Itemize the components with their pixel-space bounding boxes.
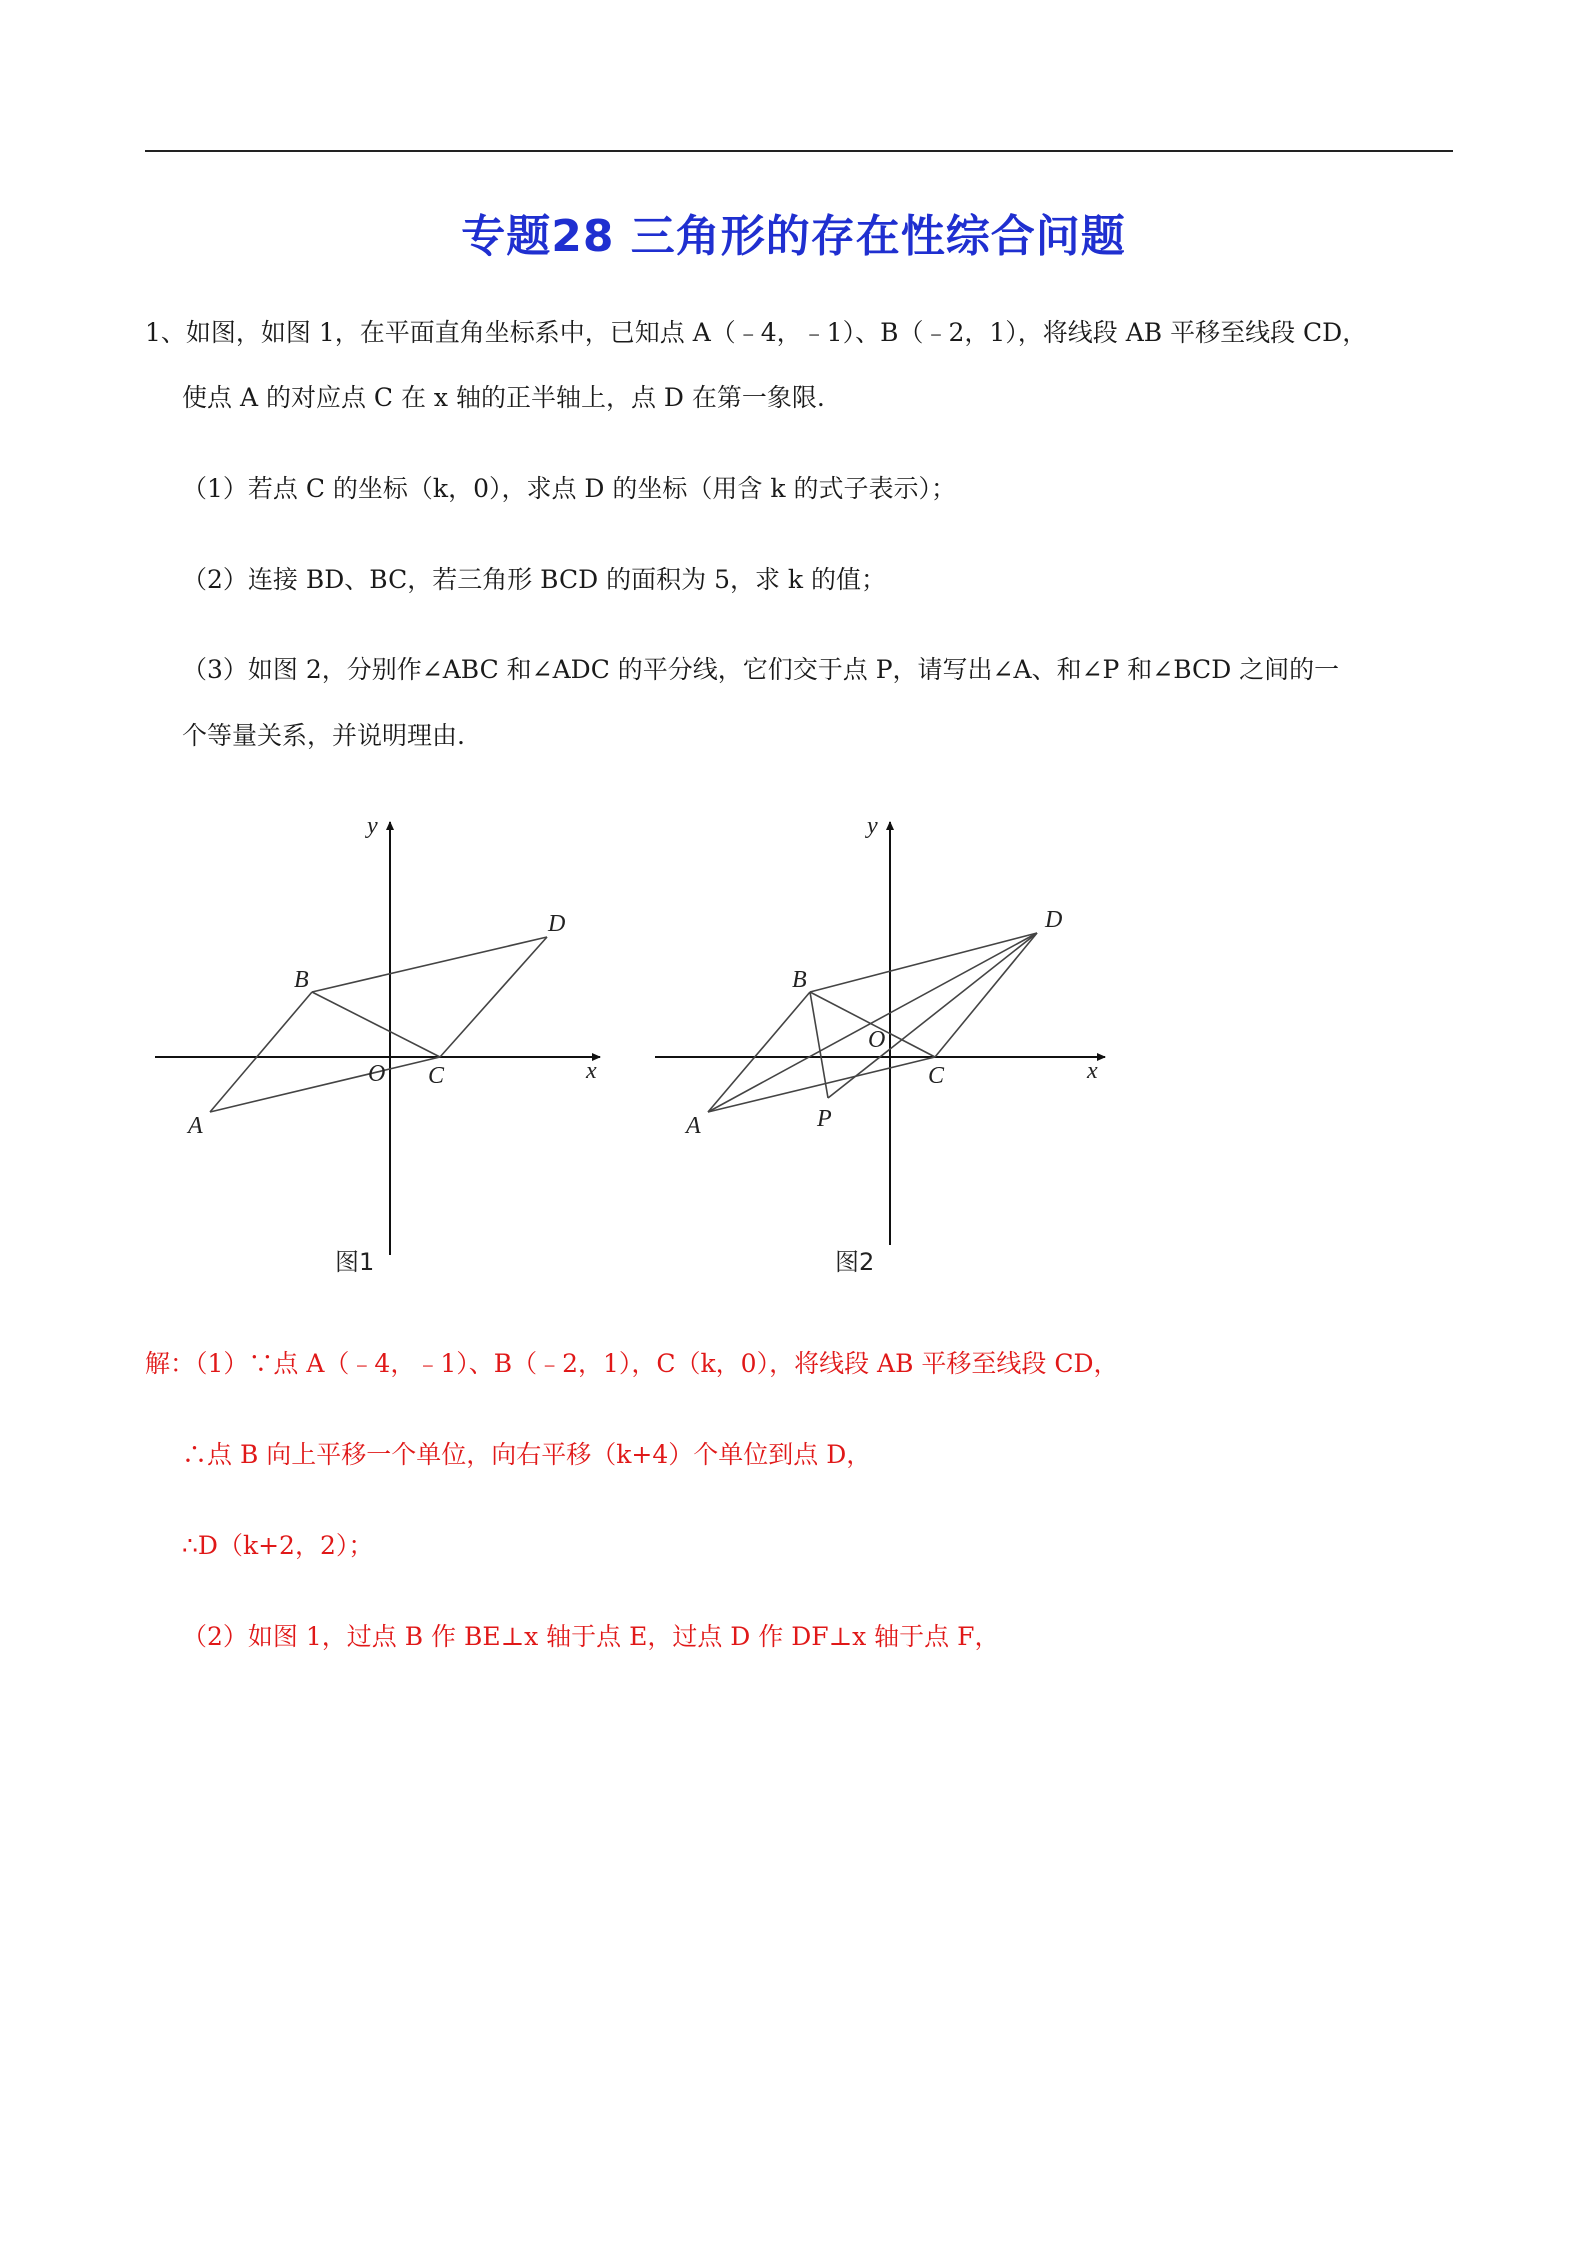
fig2-label-b: B (792, 967, 807, 993)
fig1-label-x: x (586, 1058, 597, 1084)
question-3-line-2: 个等量关系，并说明理由. (182, 721, 465, 750)
fig2-label-d: D (1045, 907, 1063, 933)
fig2-label-c: C (928, 1063, 945, 1089)
question-1: （1）若点 C 的坐标（k，0），求点 D 的坐标（用含 k 的式子表示）； (182, 474, 956, 503)
fig1-caption: 图1 (335, 1248, 375, 1276)
fig2-segment-ca (708, 1057, 935, 1112)
fig2-label-y: y (867, 815, 878, 839)
fig1-label-a: A (188, 1113, 203, 1139)
fig2-label-o: O (868, 1027, 886, 1053)
solution-line-1: 解：（1）∵点 A（﹣4，﹣1）、B（﹣2，1），C（k，0），将线段 AB 平移至线段 CD， (145, 1349, 1119, 1378)
fig2-segment-ad (708, 933, 1037, 1112)
fig2-segment-ab (708, 992, 810, 1112)
solution-line-4: （2）如图 1，过点 B 作 BE⊥x 轴于点 E，过点 D 作 DF⊥x 轴于点 F， (182, 1622, 1000, 1651)
fig2-segment-dc (935, 933, 1037, 1057)
fig2-label-a: A (686, 1113, 701, 1139)
header-rule (145, 150, 1453, 152)
fig1-segment-bc (312, 992, 440, 1057)
fig1-segment-ab (210, 992, 312, 1112)
fig2-label-p: P (817, 1106, 832, 1132)
problem-line-1: 1、如图，如图 1，在平面直角坐标系中，已知点 A（﹣4，﹣1）、B（﹣2，1），将线段 AB 平移至线段 CD， (145, 318, 1368, 347)
page-title: 专题28 三角形的存在性综合问题 (461, 211, 1126, 262)
fig2-segment-bd (810, 933, 1037, 992)
figures (150, 815, 1120, 1295)
solution-line-2: ∴点 B 向上平移一个单位，向右平移（k+4）个单位到点 D， (182, 1440, 872, 1469)
fig1-segment-dc (440, 937, 547, 1057)
fig1-segment-ca (210, 1057, 440, 1112)
fig1-segment-bd (312, 937, 547, 992)
problem-line-2: 使点 A 的对应点 C 在 x 轴的正半轴上，点 D 在第一象限. (182, 383, 825, 412)
fig1-label-o: O (368, 1061, 386, 1087)
fig1-label-c: C (428, 1063, 445, 1089)
fig1-label-d: D (548, 911, 566, 937)
question-3-line-1: （3）如图 2，分别作∠ABC 和∠ADC 的平分线，它们交于点 P，请写出∠A、和∠P 和∠BCD 之间的一 (182, 655, 1340, 684)
fig1-label-y: y (367, 815, 378, 839)
question-2: （2）连接 BD、BC，若三角形 BCD 的面积为 5，求 k 的值； (182, 565, 887, 594)
fig2-caption: 图2 (835, 1248, 875, 1276)
figure-1 (155, 815, 600, 1276)
fig2-label-x: x (1087, 1058, 1098, 1084)
solution-line-3: ∴D（k+2，2）； (182, 1531, 374, 1560)
fig2-bisector-bp (810, 992, 828, 1098)
figure-2 (655, 815, 1105, 1276)
fig1-label-b: B (294, 967, 309, 993)
